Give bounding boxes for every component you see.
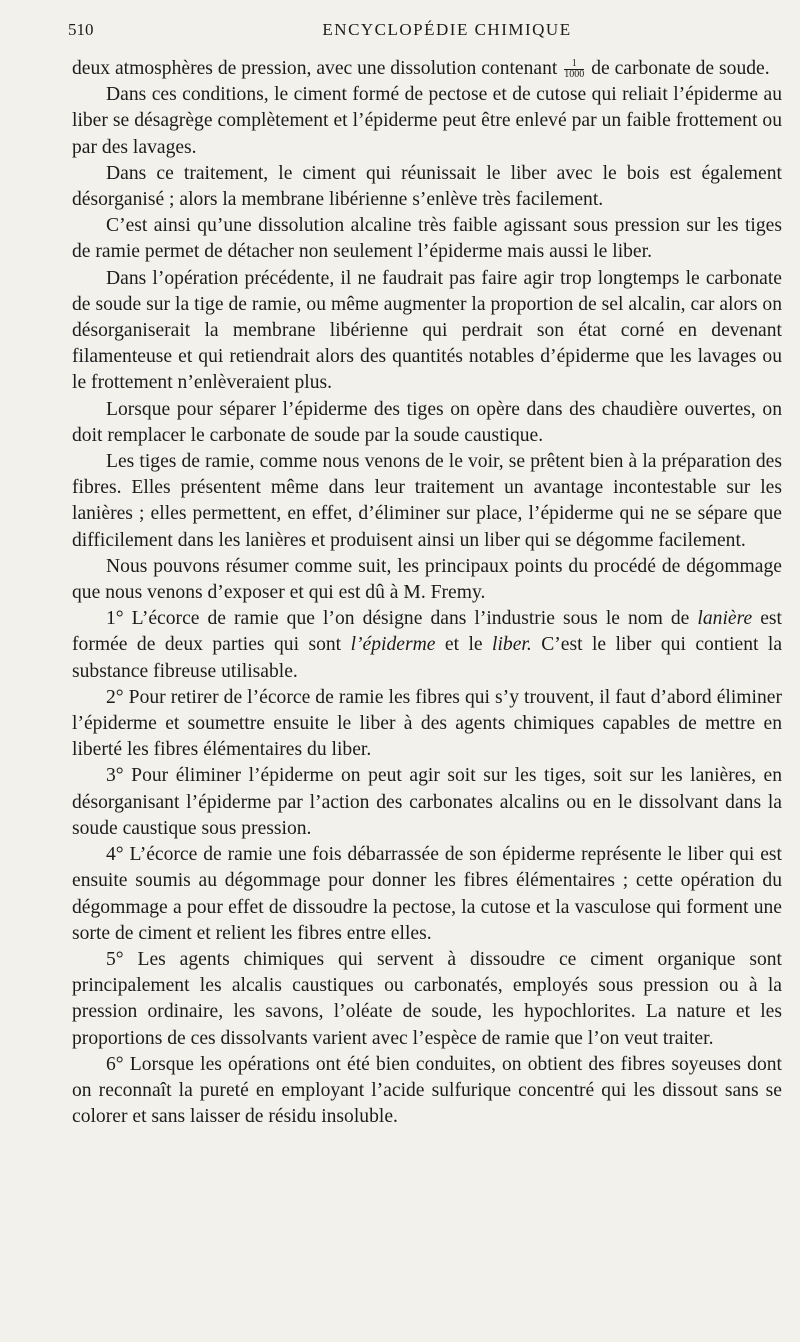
fraction-denominator: 1000 [564,69,585,80]
page-number: 510 [68,20,94,39]
paragraph: Dans l’opération précédente, il ne faudrait pas faire agir trop longtemps le carbonate de soude sur la tige de ramie, ou même augmenter la proportion de sel alcalin, car alors on désorganiserait la membrane libérienne qui perdrait son état corné en devenant filamenteuse et qui retiendrait alors des quantités notables d’épiderme que les lavages ou le frottement n’enlèveraient plus. [72,267,782,394]
paragraph-continuation [72,56,782,82]
paragraph-text: de carbonate de soude. [591,58,770,79]
paragraph: Dans ces conditions, le ciment formé de pectose et de cutose qui reliait l’épiderme au liber se désagrège complètement et l’épiderme peut être enlevé par un faible frottement ou par des lavages. [72,84,782,158]
paragraph-text: est formée de deux parties qui sont [72,608,782,656]
running-title: ENCYCLOPÉDIE CHIMIQUE [322,20,572,39]
list-item-1 [72,606,782,685]
paragraph: C’est ainsi qu’une dissolution alcaline très faible agissant sous pression sur les tiges de ramie permet de détacher non seulement l’épiderme mais aussi le liber. [72,215,782,263]
list-item-2: 2° Pour retirer de l’écorce de ramie les fibres qui s’y trouvent, il faut d’abord éliminer l’épiderme et soumettre ensuite le liber à des agents chimiques capables de mettre en liberté les fibres élémentaires du liber. [72,686,782,761]
list-item-6: 6° Lorsque les opérations ont été bien conduites, on obtient des fibres soyeuses dont on reconnaît la pureté en employant l’acide sulfurique concentré qui les dissout sans se colorer et sans laisser de résidu insoluble. [72,1053,782,1128]
list-item-3: 3° Pour éliminer l’épiderme on peut agir soit sur les tiges, soit sur les lanières, en désorganisant l’épiderme par l’action des carbonates alcalins ou en le dissolvant dans la soude caustique sous pression. [72,765,782,839]
fraction-numerator: 1 [564,59,584,70]
italic-term: lanière [697,608,753,630]
paragraph-text: 1° L’écorce de ramie que l’on désigne dans l’industrie sous le nom de [106,608,690,630]
body-text [72,56,782,1130]
paragraph: Lorsque pour séparer l’épiderme des tiges on opère dans des chaudière ouvertes, on doit remplacer le carbonate de soude par la soude caustique. [72,398,782,446]
fraction [564,59,584,80]
list-item-5: 5° Les agents chimiques qui servent à dissoudre ce ciment organique sont principalement les alcalis caustiques ou carbonatés, employés sous pression ou à la pression ordinaire, les savons, l’oléate de soude, les hypochlorites. La nature et les proportions de ces dissolvants varient avec l’espèce de ramie que l’on veut traiter. [72,948,782,1049]
paragraph: Nous pouvons résumer comme suit, les principaux points du procédé de dégommage que nous venons d’exposer et qui est dû à M. Fremy. [72,555,782,604]
italic-term: l’épiderme [350,634,436,656]
paragraph: Dans ce traitement, le ciment qui réunissait le liber avec le bois est également désorganisé ; alors la membrane libérienne s’enlève très facilement. [72,162,782,211]
page-header [68,20,782,50]
list-item-4: 4° L’écorce de ramie une fois débarrassée de son épiderme représente le liber qui est ensuite soumis au dégommage pour donner les fibres élémentaires ; cette opération du dégommage a pour effet de dissoudre la pectose, la cutose et la vasculose qui forment une sorte de ciment et relient les fibres entre elles. [72,844,782,944]
italic-term: liber. [492,634,532,656]
paragraph-text: C’est le liber qui contient la substance fibreuse utilisable. [72,634,783,682]
paragraph-text: et le [444,634,483,656]
paragraph: Les tiges de ramie, comme nous venons de le voir, se prêtent bien à la préparation des fibres. Elles présentent même dans leur traitement un avantage incontestable sur les lanières ; elles permettent, en effet, d’éliminer sur place, l’épiderme qui ne se sépare que difficilement dans les lanières et produisent ainsi un liber qui se dégomme facilement. [72,451,782,551]
paragraph-text: deux atmosphères de pression, avec une dissolution contenant [72,58,558,79]
